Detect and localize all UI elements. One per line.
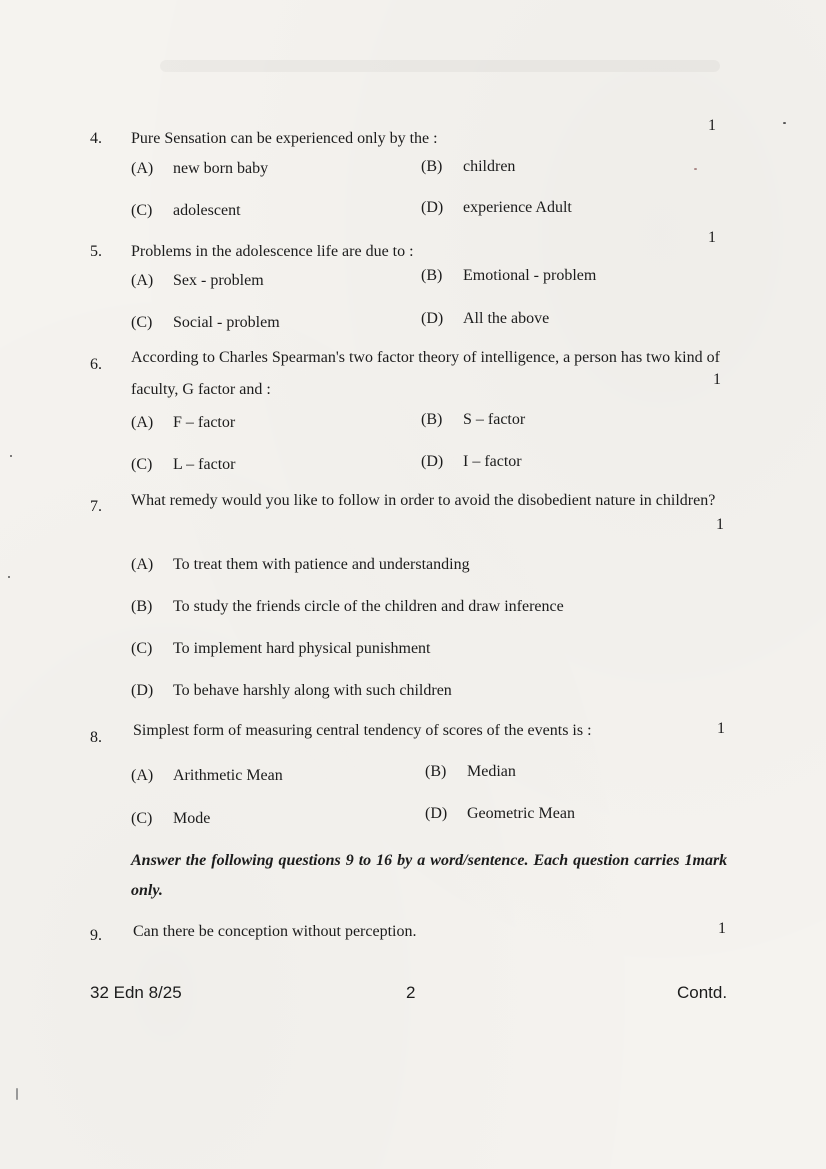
- option-a: (A) Sex - problem: [131, 272, 264, 289]
- question-text: According to Charles Spearman's two factor theory of intelligence, a person has two kind of faculty, G factor and :: [131, 349, 720, 398]
- option-d: (D) To behave harshly along with such children: [131, 682, 452, 699]
- option-c: (C) Social - problem: [131, 314, 280, 331]
- option-b: (B) children: [421, 158, 516, 175]
- question-marks: 1: [718, 920, 726, 937]
- option-c: (C) To implement hard physical punishment: [131, 640, 431, 657]
- option-a: (A) F – factor: [131, 414, 236, 431]
- scan-speck: [783, 122, 786, 124]
- option-b: (B) Median: [425, 763, 516, 780]
- question-text: Can there be conception without perception.: [133, 923, 417, 940]
- question-text: What remedy would you like to follow in order to avoid the disobedient nature in children?: [131, 492, 716, 509]
- scan-speck: [16, 1088, 18, 1100]
- question-number: 9.: [90, 927, 102, 944]
- paper-code: 32 Edn 8/25: [90, 983, 182, 1002]
- question-number: 4.: [90, 130, 102, 147]
- option-d: (D) experience Adult: [421, 199, 572, 216]
- question-marks: 1: [717, 720, 725, 737]
- question-number: 5.: [90, 243, 102, 260]
- question-text: Pure Sensation can be experienced only by the :: [131, 130, 438, 147]
- option-a: (A) Arithmetic Mean: [131, 767, 283, 784]
- option-c: (C) adolescent: [131, 202, 241, 219]
- option-d: (D) Geometric Mean: [425, 805, 575, 822]
- option-a: (A) new born baby: [131, 160, 269, 177]
- question-text: Simplest form of measuring central tendency of scores of the events is :: [133, 722, 592, 739]
- scan-speck: [694, 168, 697, 170]
- bleed-through-shadow: [160, 60, 720, 72]
- scan-speck: [10, 455, 12, 457]
- option-c: (C) L – factor: [131, 456, 236, 473]
- option-a: (A) To treat them with patience and understanding: [131, 556, 470, 573]
- question-number: 8.: [90, 729, 102, 746]
- option-c: (C) Mode: [131, 810, 211, 827]
- option-b: (B) To study the friends circle of the children and draw inference: [131, 598, 564, 615]
- question-marks: 1: [708, 117, 716, 134]
- question-text: Problems in the adolescence life are due to :: [131, 243, 414, 260]
- option-b: (B) S – factor: [421, 411, 526, 428]
- option-d: (D) I – factor: [421, 453, 522, 470]
- question-number: 7.: [90, 498, 102, 515]
- scan-speck: [8, 576, 10, 578]
- question-marks: 1: [713, 371, 721, 388]
- question-marks: 1: [708, 229, 716, 246]
- option-b: (B) Emotional - problem: [421, 267, 597, 284]
- continued-label: Contd.: [677, 983, 728, 1002]
- section-instruction: Answer the following questions 9 to 16 by a word/sentence. Each question carries 1mark only.: [131, 852, 728, 899]
- option-d: (D) All the above: [421, 310, 550, 327]
- question-marks: 1: [716, 516, 724, 533]
- page-number: 2: [406, 983, 416, 1002]
- question-number: 6.: [90, 356, 102, 373]
